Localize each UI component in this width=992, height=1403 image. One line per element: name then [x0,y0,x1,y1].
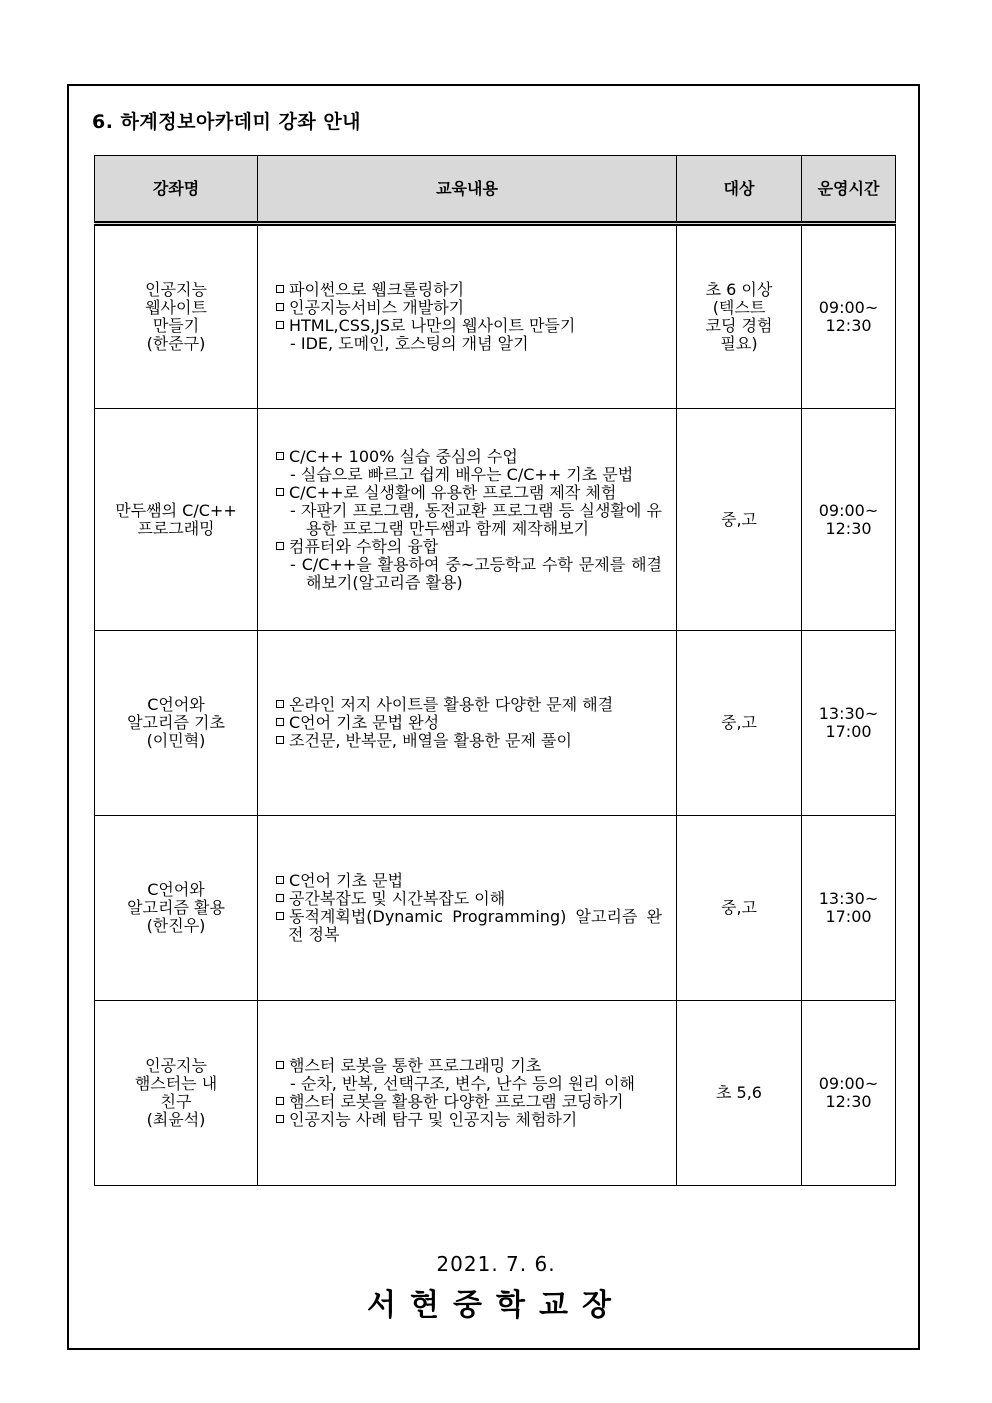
course-name-line: (최윤석) [146,1110,206,1129]
course-time-line: 09:00~ [818,1074,879,1093]
course-time-cell [802,409,896,631]
course-time-line: 09:00~ [818,500,879,520]
content-bullet-item: 햄스터 로봇을 통한 프로그래밍 기초 [276,1057,662,1075]
course-name-line: C언어와 [147,695,205,714]
table-row [95,816,896,1001]
header-target: 대상 [677,156,802,224]
content-bullet-item: 인공지능 사례 탐구 및 인공지능 체험하기 [276,1111,662,1129]
course-table [94,155,896,1186]
course-name-line: (이민혁) [146,731,206,750]
course-name-cell [95,1001,258,1186]
course-time-cell [802,1001,896,1186]
course-target-line: 필요) [720,334,758,353]
course-name-line: 햄스터는 내 [134,1074,218,1093]
course-name-line: 만들기 [152,316,200,335]
course-name-line: 알고리즘 활용 [127,898,225,917]
table-row [95,409,896,631]
course-content-cell [258,409,677,631]
content-bullet-item: C언어 기초 문법 완성 [276,714,662,732]
content-bullet-item: C언어 기초 문법 [276,872,662,890]
course-time-line: 13:30~ [818,889,879,908]
course-target-cell [677,224,802,409]
course-time-line: 17:00 [825,907,872,926]
course-content-cell [258,816,677,1001]
content-bullet-item: 공간복잡도 및 시간복잡도 이해 [276,890,662,908]
course-name-cell [95,816,258,1001]
header-time: 운영시간 [802,156,896,224]
content-sub-item: - 순차, 반복, 선택구조, 변수, 난수 등의 원리 이해 [290,1074,636,1093]
course-target-line: 코딩 경험 [705,316,773,335]
course-target-line: 중,고 [721,509,757,529]
course-time-line: 12:30 [825,316,872,335]
course-name-line: 알고리즘 기초 [127,713,225,732]
content-bullet-item: C/C++로 실생활에 유용한 프로그램 제작 체험 [276,484,662,502]
course-target-cell [677,631,802,816]
content-sub-item: - IDE, 도메인, 호스팅의 개념 알기 [290,334,529,353]
course-target-cell [677,816,802,1001]
course-time-cell [802,816,896,1001]
course-time-line: 12:30 [825,1092,872,1111]
content-bullet-item: C/C++ 100% 실습 중심의 수업 [276,448,662,466]
course-name-line: (한준구) [146,334,206,353]
course-target-line: 중,고 [721,898,757,917]
course-name-line: 인공지능 [145,1056,207,1075]
course-name-cell [95,409,258,631]
course-name-line: 웹사이트 [145,298,207,317]
content-sub-item: - C/C++을 활용하여 중~고등학교 수학 문제를 해결해보기(알고리즘 활용) [290,554,662,592]
content-sub-item: - 자판기 프로그램, 동전교환 프로그램 등 실생활에 유용한 프로그램 만두쌤과 함께 제작해보기 [290,500,662,538]
course-name-line: 친구 [160,1092,192,1111]
header-content: 교육내용 [258,156,677,224]
content-bullet-item: 파이썬으로 웹크롤링하기 [276,281,662,299]
content-bullet-item: 햄스터 로봇을 활용한 다양한 프로그램 코딩하기 [276,1093,662,1111]
course-target-line: 초 6 이상 [705,280,773,299]
header-course-name: 강좌명 [95,156,258,224]
section-title: 6. 하계정보아카데미 강좌 안내 [92,111,362,133]
content-bullet-item: 조건문, 반복문, 배열을 활용한 문제 풀이 [276,732,662,750]
course-time-line: 17:00 [825,722,872,741]
course-name-line: (한진우) [146,916,206,935]
content-sub-item: - 실습으로 빠르고 쉽게 배우는 C/C++ 기초 문법 [290,464,634,484]
course-time-line: 13:30~ [818,704,879,723]
content-bullet-item: 온라인 저지 사이트를 활용한 다양한 문제 해결 [276,696,662,714]
course-content-cell [258,1001,677,1186]
course-target-line: (텍스트 [712,298,766,317]
course-name-line: 프로그래밍 [137,518,215,538]
course-target-cell [677,409,802,631]
course-time-cell [802,224,896,409]
course-name-line: C언어와 [147,880,205,899]
signer-name: 서현중학교장 [367,1288,625,1323]
course-target-cell [677,1001,802,1186]
course-content-cell [258,631,677,816]
course-name-cell [95,631,258,816]
table-header-row [95,156,896,224]
content-bullet-item: 인공지능서비스 개발하기 [276,299,662,317]
course-time-line: 09:00~ [818,298,879,317]
table-row [95,1001,896,1186]
course-time-cell [802,631,896,816]
course-target-line: 중,고 [721,713,757,732]
course-content-cell [258,224,677,409]
table-row [95,631,896,816]
issue-date: 2021. 7. 6. [436,1252,556,1276]
course-name-cell [95,224,258,409]
content-bullet-item: HTML,CSS,JS로 나만의 웹사이트 만들기 [276,317,662,335]
content-bullet-item: 컴퓨터와 수학의 융합 [276,538,662,556]
content-bullet-item: 동적계획법(Dynamic Programming) 알고리즘 완전 정복 [276,908,662,944]
table-row [95,224,896,409]
course-target-line: 초 5,6 [716,1083,762,1102]
course-name-line: 만두쌤의 C/C++ [115,500,237,520]
course-name-line: 인공지능 [145,280,207,299]
course-time-line: 12:30 [825,518,872,538]
